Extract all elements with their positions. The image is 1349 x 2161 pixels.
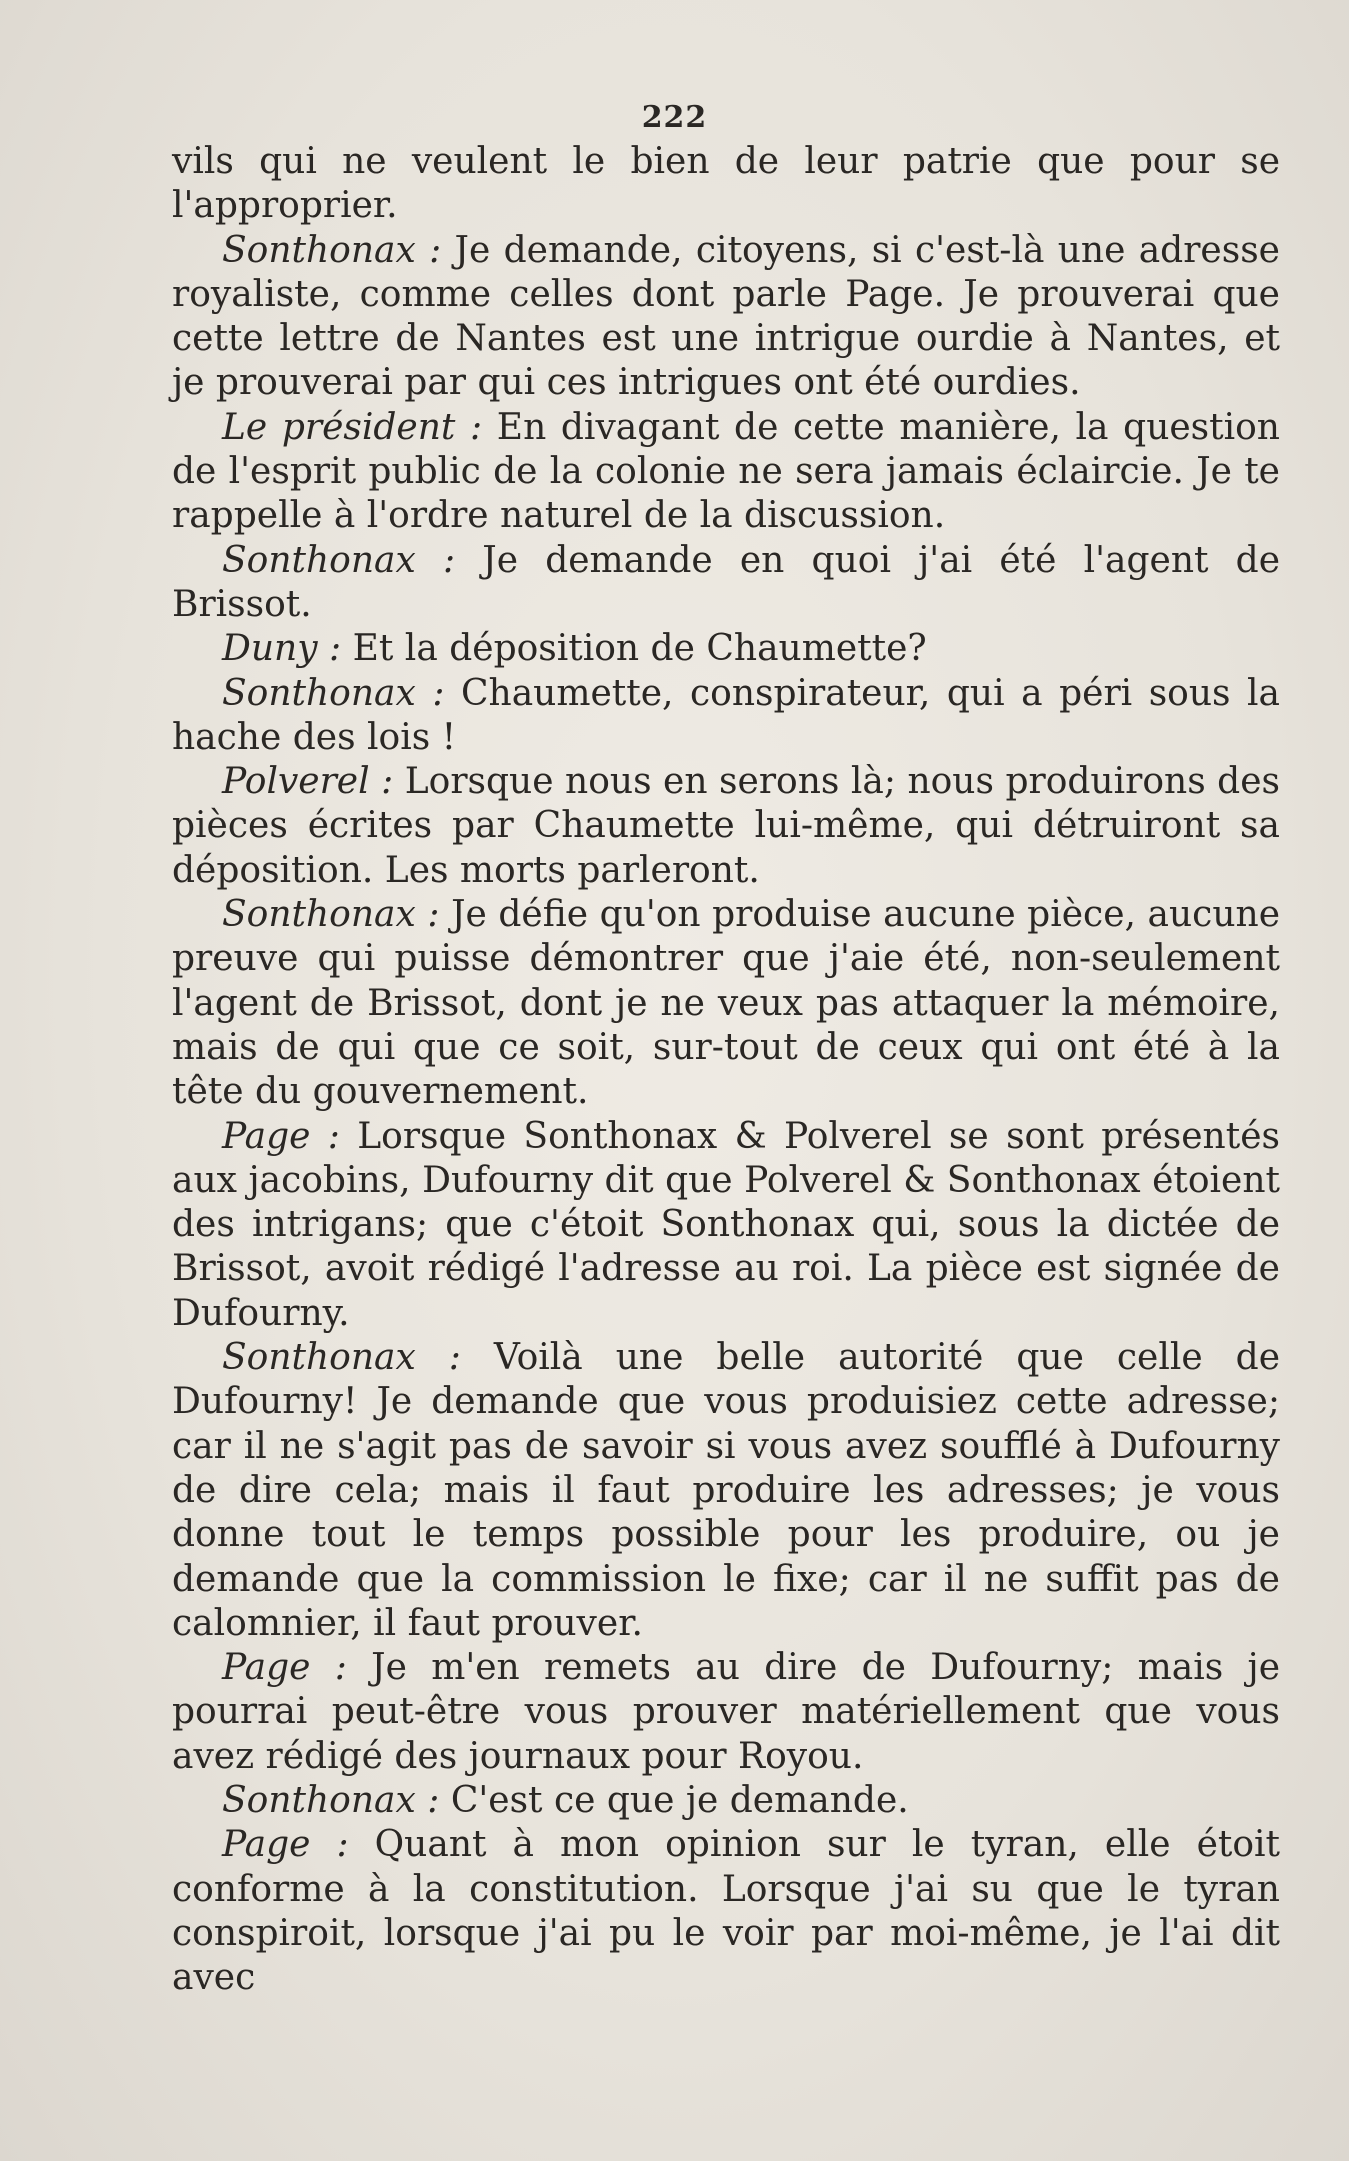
speaker-label: Duny :	[222, 628, 342, 670]
paragraph	[172, 893, 1280, 1114]
speech-text: Chaumette, conspirateur, qui a péri sous la hache des lois !	[172, 672, 1280, 758]
speaker-label: Polverel :	[222, 761, 394, 803]
speech-text: Je demande en quoi j'ai été l'agent de Brissot.	[172, 539, 1280, 625]
speech-text: Je demande, citoyens, si c'est-là une adresse royaliste, comme celles dont parle Page. Je prouverai que cette lettre de Nantes est une intrigue ourdie à Nantes, et je prouverai par qui ces intrigues ont été ourdies.	[172, 229, 1280, 404]
paragraph	[172, 627, 1280, 671]
speaker-label: Sonthonax :	[222, 1337, 461, 1379]
page-body	[172, 140, 1280, 2000]
paragraph-continuation	[172, 140, 1280, 229]
paragraph	[172, 539, 1280, 628]
speech-text: Et la déposition de Chaumette?	[352, 628, 927, 670]
paragraph	[172, 1779, 1280, 1823]
paragraph	[172, 406, 1280, 539]
speaker-label: Page :	[222, 1824, 349, 1866]
speaker-label: Page :	[222, 1647, 347, 1689]
speaker-label: Sonthonax :	[222, 1779, 440, 1821]
page-number: 222	[641, 100, 708, 135]
speech-text: Voilà une belle autorité que celle de Dufourny! Je demande que vous produisiez cette adresse; car il ne s'agit pas de savoir si vous avez soufflé à Dufourny de dire cela; mais il faut produire les adresses; je vous donne tout le temps possible pour les produire, ou je demande que la commission le fixe; car il ne suffit pas de calomnier, il faut prouver.	[172, 1337, 1280, 1644]
speaker-label: Page :	[222, 1115, 340, 1157]
speech-text: Lorsque Sonthonax & Polverel se sont présentés aux jacobins, Dufourny dit que Polverel & Sonthonax étoient des intrigans; que c'étoit Sonthonax qui, sous la dictée de Brissot, avoit rédigé l'adresse au roi. La pièce est signée de Dufourny.	[172, 1115, 1280, 1334]
speech-text: Lorsque nous en serons là; nous produirons des pièces écrites par Chaumette lui-même, qui détruiront sa déposition. Les morts parleront.	[172, 761, 1280, 891]
speaker-label: Sonthonax :	[222, 229, 442, 271]
paragraph	[172, 672, 1280, 761]
speech-text: Je m'en remets au dire de Dufourny; mais je pourrai peut-être vous prouver matériellement que vous avez rédigé des journaux pour Royou.	[172, 1647, 1280, 1777]
paragraph	[172, 760, 1280, 893]
paragraph	[172, 1823, 1280, 2000]
speaker-label: Sonthonax :	[222, 539, 456, 581]
paragraph	[172, 1336, 1280, 1646]
paragraph	[172, 229, 1280, 406]
paragraph	[172, 1646, 1280, 1779]
speech-text: vils qui ne veulent le bien de leur patrie que pour se l'approprier.	[172, 141, 1280, 227]
speaker-label: Le président :	[222, 406, 483, 448]
speaker-label: Sonthonax :	[222, 894, 440, 936]
speech-text: C'est ce que je demande.	[450, 1779, 909, 1821]
paragraph	[172, 1115, 1280, 1336]
speech-text: En divagant de cette manière, la question de l'esprit public de la colonie ne sera jamais éclaircie. Je te rappelle à l'ordre naturel de la discussion.	[172, 406, 1280, 537]
speaker-label: Sonthonax :	[222, 672, 445, 714]
speech-text: Je défie qu'on produise aucune pièce, aucune preuve qui puisse démontrer que j'aie été, non-seulement l'agent de Brissot, dont je ne veux pas attaquer la mémoire, mais de qui que ce soit, sur-tout de ceux qui ont été à la tête du gouvernement.	[172, 894, 1280, 1113]
speech-text: Quant à mon opinion sur le tyran, elle étoit conforme à la constitution. Lorsque j'ai su que le tyran conspiroit, lorsque j'ai pu le voir par moi-même, je l'ai dit avec	[172, 1824, 1281, 1999]
